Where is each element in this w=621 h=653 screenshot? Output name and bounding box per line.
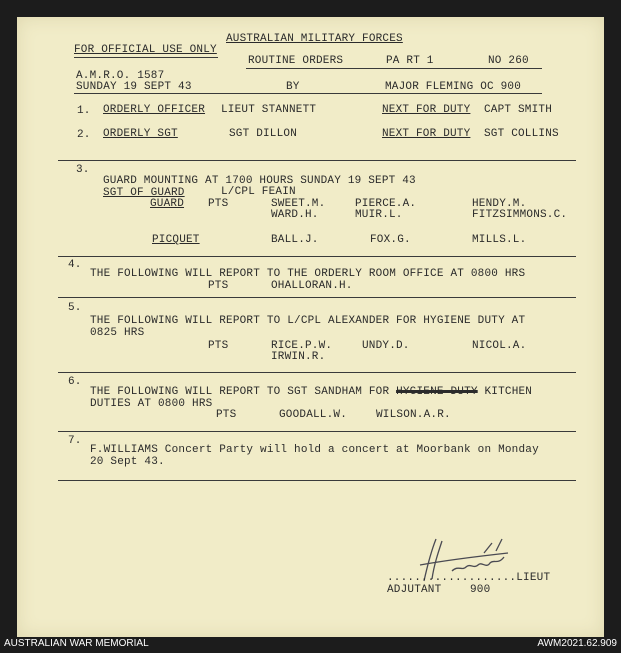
part-label: PA RT 1 — [386, 55, 434, 67]
orderly-officer-label: ORDERLY OFFICER — [103, 104, 206, 116]
pts-label: PTS — [208, 340, 229, 352]
official-use-label: FOR OFFICIAL USE ONLY — [74, 44, 217, 56]
section-rule — [58, 256, 576, 257]
picquet-member: MILLS.L. — [472, 234, 527, 246]
guard-member: FITZSIMMONS.C. — [472, 209, 568, 221]
detailed-member: GOODALL.W. — [279, 409, 348, 421]
guard-mounting-text: GUARD MOUNTING AT 1700 HOURS SUNDAY 19 SEPT 43 — [103, 175, 416, 187]
order-number: NO 260 — [488, 55, 529, 67]
picquet-member: BALL.J. — [271, 234, 319, 246]
detailed-member: IRWIN.R. — [271, 351, 326, 363]
detailed-member: WILSON.A.R. — [376, 409, 451, 421]
picquet-label: PICQUET — [152, 234, 200, 246]
kitchen-duty-text-start: THE FOLLOWING WILL REPORT TO SGT SANDHAM FOR — [90, 386, 390, 398]
guard-member: MUIR.L. — [355, 209, 403, 221]
next-for-duty-name: CAPT SMITH — [484, 104, 553, 116]
section-rule — [58, 297, 576, 298]
item-number: 5. — [68, 302, 82, 314]
concert-notice-date: 20 Sept 43. — [90, 456, 165, 468]
commanding-officer: MAJOR FLEMING OC 900 — [385, 81, 522, 93]
signature-line — [387, 572, 550, 584]
header-rule — [246, 68, 542, 69]
by-label: BY — [286, 81, 300, 93]
orderly-sgt-label: ORDERLY SGT — [103, 128, 178, 140]
picquet-member: FOX.G. — [370, 234, 411, 246]
next-for-duty-name: SGT COLLINS — [484, 128, 559, 140]
footer-institution: AUSTRALIAN WAR MEMORIAL — [4, 638, 149, 649]
amro-reference: A.M.R.O. 1587 — [76, 70, 165, 82]
guard-member: SWEET.M. — [271, 198, 326, 210]
concert-notice-text: F.WILLIAMS Concert Party will hold a concert at Moorbank on Monday — [90, 444, 539, 456]
pts-label: PTS — [208, 198, 229, 210]
item-number: 1. — [77, 105, 91, 117]
sgt-of-guard-name: L/CPL FEAIN — [221, 186, 296, 198]
guard-label: GUARD — [150, 198, 185, 210]
document-title: AUSTRALIAN MILITARY FORCES — [226, 33, 403, 45]
kitchen-duty-text — [90, 386, 532, 398]
header-underline — [74, 57, 218, 58]
kitchen-label: KITCHEN — [484, 386, 533, 398]
next-for-duty-label: NEXT FOR DUTY — [382, 104, 471, 116]
orderly-officer-name: LIEUT STANNETT — [221, 104, 317, 116]
detailed-member: NICOL.A. — [472, 340, 527, 352]
item-number: 3. — [76, 164, 90, 176]
item-number: 2. — [77, 129, 91, 141]
pts-label: PTS — [216, 409, 237, 421]
section-rule — [58, 431, 576, 432]
guard-member: PIERCE.A. — [355, 198, 417, 210]
sgt-of-guard-label: SGT OF GUARD — [103, 187, 185, 199]
detailed-member: OHALLORAN.H. — [271, 280, 353, 292]
hygiene-duty-text: THE FOLLOWING WILL REPORT TO L/CPL ALEXANDER FOR HYGIENE DUTY AT — [90, 315, 526, 327]
item-number: 4. — [68, 259, 82, 271]
next-for-duty-label: NEXT FOR DUTY — [382, 128, 471, 140]
signature-dots: ................... — [387, 572, 517, 584]
routine-orders-label: ROUTINE ORDERS — [248, 55, 344, 67]
footer-accession-number: AWM2021.62.909 — [537, 638, 617, 649]
signature-rank: LIEUT — [516, 572, 551, 584]
section-rule — [58, 480, 576, 481]
guard-member: HENDY.M. — [472, 198, 527, 210]
pts-label: PTS — [208, 280, 229, 292]
kitchen-duty-time: DUTIES AT 0800 HRS — [90, 398, 213, 410]
section-rule — [58, 372, 576, 373]
header-rule-2 — [74, 93, 542, 94]
hygiene-duty-time: 0825 HRS — [90, 327, 145, 339]
guard-member: WARD.H. — [271, 209, 319, 221]
unit-number: 900 — [470, 584, 491, 596]
detailed-member: RICE.P.W. — [271, 340, 333, 352]
orderly-sgt-name: SGT DILLON — [229, 128, 298, 140]
adjutant-label: ADJUTANT — [387, 584, 442, 596]
order-date: SUNDAY 19 SEPT 43 — [76, 81, 192, 93]
item-number: 7. — [68, 435, 82, 447]
item-number: 6. — [68, 376, 82, 388]
detailed-member: UNDY.D. — [362, 340, 410, 352]
struck-text: HYGIENE DUTY — [396, 386, 478, 398]
section-rule — [58, 160, 576, 161]
orderly-room-text: THE FOLLOWING WILL REPORT TO THE ORDERLY ROOM OFFICE AT 0800 HRS — [90, 268, 526, 280]
